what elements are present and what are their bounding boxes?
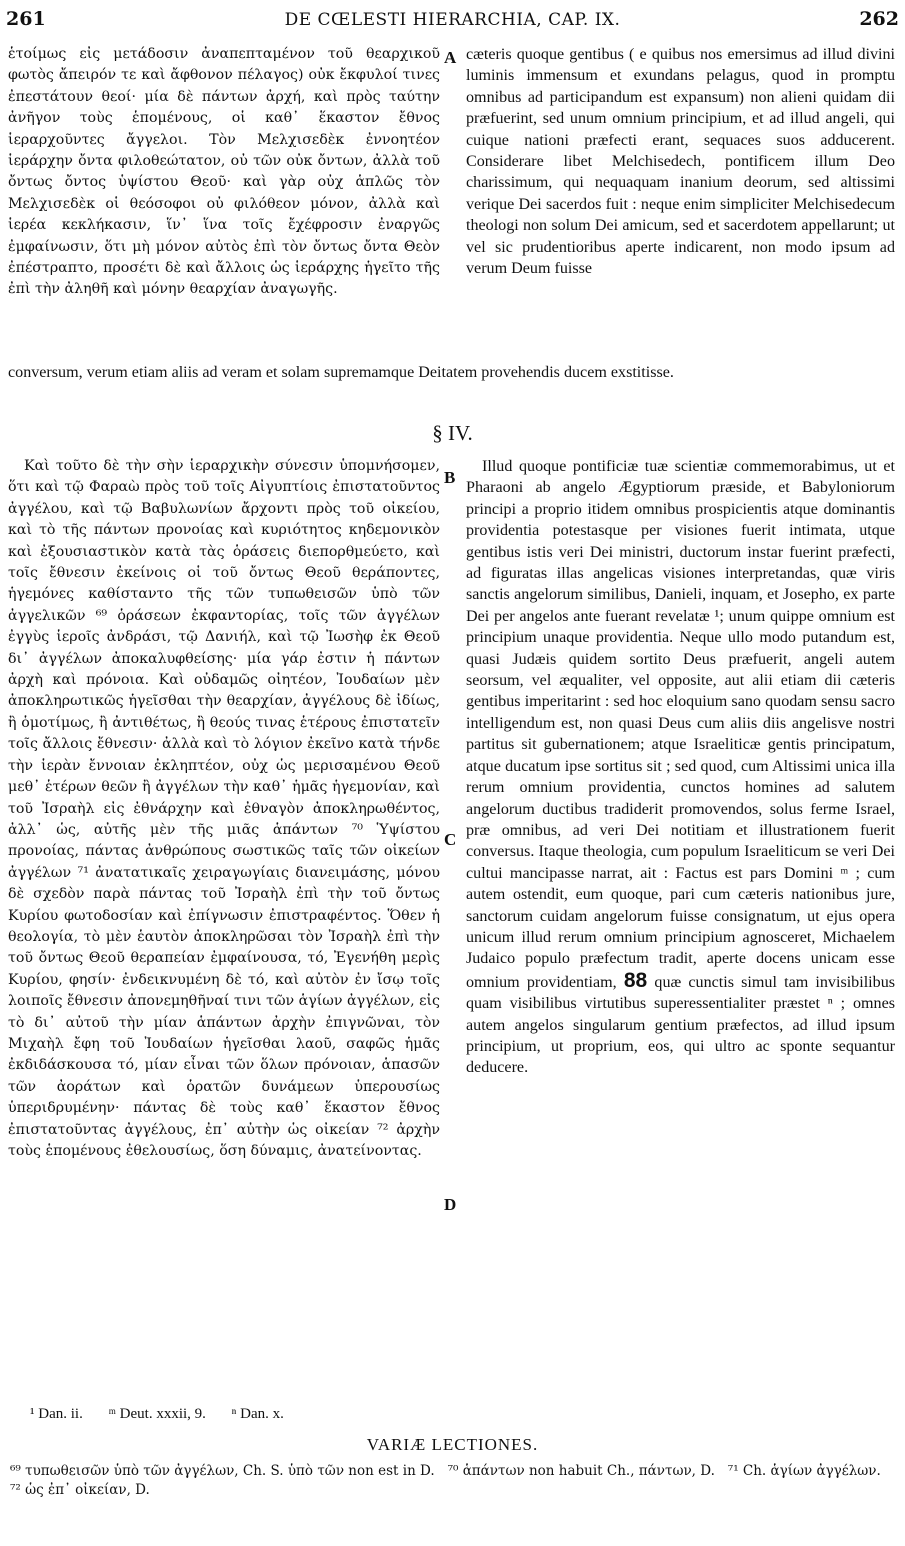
- latin-text: Illud quoque pontificiæ tuæ scientiæ commemorabimus, ut et Pharaoni ab angelo Ægyptiorum præside, et Babyloniorum principi a proprio itidem omnibus prospicientis atque dominantis providentia potestasque per visiones fuerit intimata, utque gentibus istis veri Dei ministri, ductorum instar fuerint præfecti, ad figuratas illas angelicas visiones interpretandas, quæ viris sanctis angelorum similibus, Danieli, inquam, et Josepho, ex parte Dei per angelos ante fuerant revelatæ ¹; unum quippe omnium est principium unaque providentia. Neque ullo modo putandum est, quasi Judæis quidem sortito Deus præfuerit, angeli autem seorsum, vel æqualiter, vel opposite, aut alii etiam dii cæteris gentibus imperitarint : sed hoc eloquium sano quodam sensu sacro intelligendum est, non quasi Deus cum aliis diis angelisve nostri partitus sit gubernationem; atque Israeliticæ gentis principatum, atque ducatum ipse sortitus sit ; sed quod, cum Altissimi unica illa rerum omnium providentia, cunctos homines ad salutem angelorum ductibus tradiderit promovendos, solus ferme Israel, præ omnibus, ad veri Dei notitiam et illustrationem fuerit conversus. Itaque theologia, cum populum Israeliticum se veri Dei cultui mancipasse narrat, ait : Factus est pars Domini ᵐ ; cum autem ostendit, eum quoque, pari cum cæteris nationibus jure, sanctorum cuidam angelorum fuisse consignatum, ut ejus opera unicum illud rerum omnium principium agnosceret, Michaelem Judaico populo præfectum tradit, aperte docens unicam esse omnium providentiam,: [466, 458, 895, 991]
- latin-column-top: [466, 44, 895, 279]
- latin-column-main: [466, 456, 895, 1079]
- variae-lectiones: [10, 1462, 895, 1500]
- running-header: [0, 8, 905, 38]
- variant-70: ⁷⁰ ἁπάντων non habuit Ch., πάντων, D.: [447, 1463, 715, 1479]
- footnotes: [30, 1406, 306, 1423]
- margin-letter-a: A: [444, 48, 457, 67]
- column-number: 88: [623, 968, 648, 992]
- footnote-m: ᵐ Deut. xxxii, 9.: [108, 1406, 206, 1422]
- footnote-n: ⁿ Dan. x.: [231, 1406, 284, 1422]
- greek-paragraph: Καὶ τοῦτο δὲ τὴν σὴν ἱεραρχικὴν σύνεσιν ὑπομνήσομεν, ὅτι καὶ τῷ Φαραὼ πρὸς τοῦ τοῖς Αἰγυπτίοις ἐπιστατοῦντος ἀγγέλου, καὶ τῷ Βαβυλωνίων ἄρχοντι πρὸς τοῦ οἰκείου, καὶ τὸ τῆς πάντων προνοίας καὶ κυριότητος κηδεμονικὸν καὶ ἐξουσιαστικὸν κατὰ τὰς ὁράσεις διεπορθμεύετο, καὶ τοῖς ἔθνεσιν ἐκείνοις οἱ τοῦ ὄντως Θεοῦ θεράποντες, ἡγεμόνες καθίσταντο τῆς τῶν τυπωθεισῶν ὑπὸ τῶν ἀγγελικῶν ⁶⁹ ὁράσεων ἐκφαντορίας, τοῖς τῶν ἀγγέλων ἐγγὺς ἱεροῖς ἀνδράσι, τῷ Δανιήλ, καὶ τῷ Ἰωσὴφ ἐκ Θεοῦ δι᾽ ἀγγέλων ἀποκαλυφθείσης· μία γάρ ἐστιν ἡ πάντων ἀρχὴ καὶ πρόνοια. Καὶ οὐδαμῶς οἰητέον, Ἰουδαίων μὲν ἀποκληρωτικῶς ἡγεῖσθαι τὴν θεαρχίαν, ἀγγέλους δὲ ἰδίως, ἢ ὁμοτίμως, ἢ ἀντιθέτως, ἢ θεούς τινας ἑτέρους ἐπιστατεῖν τοῖς ἄλλοις ἔθνεσιν· ἀλλὰ καὶ τὸ λόγιον ἐκεῖνο κατὰ τήνδε τὴν ἱερὰν ἔννοιαν ἐκληπτέον, οὐχ ὡς μερισαμένου Θεοῦ μεθ᾽ ἑτέρων θεῶν ἢ ἀγγέλων τὴν καθ᾽ ἡμᾶς ἡγεμονίαν, καὶ τοῦ Ἰσραὴλ εἰς ἐθνάρχην καὶ ἐθναγὸν ἀποκληρωθέντος, ἀλλ᾽ ὡς, αὐτῆς μὲν τῆς μιᾶς ἁπάντων ⁷⁰ Ὑψίστου προνοίας, πάντας ἀνθρώπους σωστικῶς ταῖς τῶν οἰκείων ἀγγέλων ⁷¹ ἀνατατικαῖς χειραγωγίαις διανειμάσης, μόνου δὲ σχεδὸν παρὰ πάντας τοῦ Ἰσραὴλ ἐπὶ τὴν τοῦ ὄντως Κυρίου φωτοδοσίαν καὶ ἐπίγνωσιν ἐπιστραφέντος. Ὅθεν ἡ θεολογία, τὸ μὲν ἑαυτὸν ἀποκληρῶσαι τὸν Ἰσραὴλ ἐπὶ τὴν τοῦ ὄντως Θεοῦ θεραπείαν ἐμφαίνουσα, τό, Ἐγενήθη μερὶς Κυρίου, φησίν· ἐνδεικνυμένη δὲ τό, καὶ αὐτὸν ἐν ἴσῳ τοῖς λοιποῖς ἔθνεσιν ἀπονεμηθῆναί τινι τῶν ἁγίων ἀγγέλων, εἰς τὸ δι᾽ αὐτοῦ τὴν μίαν ἁπάντων ἀρχὴν ἐπιγνῶναι, τὸν Μιχαὴλ ἔφη τοῦ Ἰουδαίων ἡγεῖσθαι λαοῦ, σαφῶς ἡμᾶς ἐκδιδάσκουσα τό, μίαν εἶναι τῶν ὅλων πρόνοιαν, ἁπασῶν τῶν ἀοράτων καὶ ὁρατῶν δυνάμεων ὑπερουσίως ὑπεριδρυμένην· πάντας δὲ τοὺς καθ᾽ ἕκαστον ἔθνος ἐπιστατοῦντας ἀγγέλους, ἐπ᾽ αὐτὴν ὡς οἰκείαν ⁷² ἀρχὴν τοὺς ἑπομένους ἐθελουσίως, ὅση δύναμις, ἀνατείνοντας.: [8, 458, 440, 1159]
- footnote-l: ¹ Dan. ii.: [30, 1406, 83, 1422]
- greek-paragraph: ἑτοίμως εἰς μετάδοσιν ἀναπεπταμένον τοῦ θεαρχικοῦ φωτὸς ἄπειρόν τε καὶ ἄφθονον πέλαγος) οὐκ ἔκφυλοί τινες ἐπεστάτουν θεοί· μία δὲ πάντων ἀρχή, καὶ πρὸς ταύτην ἀνῆγον τοὺς ἑπομένους, οἱ καθ᾽ ἕκαστον ἔθνος ἱεραρχοῦντες ἄγγελοι. Τὸν Μελχισεδὲκ ἐννοητέον ἱεράρχην ὄντα φιλοθεώτατον, οὐ τῶν οὐκ ὄντων, ἀλλὰ τοῦ ὄντως ὄντος ὑψίστου Θεοῦ· καὶ γὰρ οὐχ ἁπλῶς τὸν Μελχισεδὲκ οἱ θεόσοφοι οὐ φιλόθεον μόνον, ἀλλὰ καὶ ἱερέα κεκλήκασιν, ἵν᾽ ἵνα τοῖς ἔχέφροσιν ἐναργῶς ἐμφαίνωσιν, ὅτι μὴ μόνον αὐτὸς ἐπὶ τὸν ὄντως ὄντα Θεὸν ἐπέστραπτο, προσέτι δὲ καὶ ἄλλοις ὡς ἱεράρχης ἡγεῖτο τῆς ἐπὶ τὴν ἀληθῆ καὶ μόνην θεαρχίαν ἀναγωγῆς.: [8, 46, 440, 298]
- greek-column-top: [8, 44, 440, 301]
- section-title: § IV.: [432, 421, 473, 445]
- margin-letter-d: D: [444, 1195, 457, 1214]
- latin-paragraph: [466, 456, 895, 1079]
- running-title: DE CŒLESTI HIERARCHIA, CAP. IX.: [284, 10, 621, 30]
- greek-column-main: [8, 456, 440, 1162]
- variant-71: ⁷¹ Ch. ἁγίων ἀγγέλων.: [727, 1463, 881, 1479]
- page-number-left: 261: [6, 8, 46, 30]
- latin-paragraph: cæteris quoque gentibus ( e quibus nos emersimus ad illud divini luminis immensum et exundans pelagus, quod in promptu omnibus ad participandum est expansum) non alieni quidam dii præfuerint, sed unum omnium principium, et ad illud angeli, qui cuique nationi præfecti erant, sequaces suos adducerent. Considerare libet Melchisedech, pontificem illum Deo charissimum, qui nequaquam inanium deorum, sed altissimi verique Dei sacerdos fuit : neque enim simpliciter Melchisedecum theologi non solum Dei amicum, sed et sacerdotem appellarunt; ut vel sic prudentioribus aperte indicarent, non modo ipsum ad verum Deum fuisse: [466, 46, 895, 278]
- latin-text-end: quæ cunctis simul tam invisibilibus quam visibilibus virtutibus superessentialiter præstet ⁿ ; omnes autem angelos singularum gentium præfectos, ad illud ipsum principium, ut proprium, eos, qui ultro ac sponte sequantur deducere.: [466, 973, 896, 1077]
- variae-lectiones-title: VARIÆ LECTIONES.: [366, 1435, 539, 1454]
- variant-72: ⁷² ὡς ἐπ᾽ οἰκείαν, D.: [10, 1482, 150, 1498]
- full-width-continuation: conversum, verum etiam aliis ad veram et solam supremamque Deitatem provehendis ducem exstitisse.: [8, 364, 674, 381]
- page-number-right: 262: [859, 8, 899, 30]
- variant-69: ⁶⁹ τυπωθεισῶν ὑπὸ τῶν ἀγγέλων, Ch. S. ὑπὸ τῶν non est in D.: [10, 1463, 435, 1479]
- margin-letter-c: C: [444, 830, 457, 849]
- margin-letter-b: B: [444, 468, 456, 487]
